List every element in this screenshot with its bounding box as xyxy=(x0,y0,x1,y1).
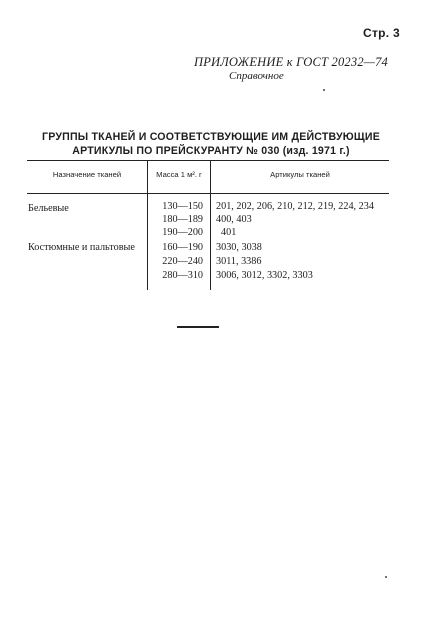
cell-articles: 3006, 3012, 3302, 3303 xyxy=(216,270,313,281)
appendix-title: ПРИЛОЖЕНИЕ к ГОСТ 20232—74 xyxy=(193,55,388,69)
cell-articles: 201, 202, 206, 210, 212, 219, 224, 234 xyxy=(216,201,374,212)
appendix-subtitle: Справочное xyxy=(229,70,284,82)
column-divider xyxy=(210,160,211,290)
heading-line-2: АРТИКУЛЫ ПО ПРЕЙСКУРАНТУ № 030 (изд. 1971 г.) xyxy=(72,145,350,157)
cell-articles: 400, 403 xyxy=(216,214,252,225)
cell-mass: 160—190 xyxy=(162,242,203,253)
cell-articles: 3030, 3038 xyxy=(216,242,262,253)
table-top-rule xyxy=(27,160,389,161)
cell-purpose: Костюмные и пальтовые xyxy=(28,242,135,253)
document-heading xyxy=(18,130,404,158)
cell-mass: 190—200 xyxy=(162,227,203,238)
cell-mass: 180—189 xyxy=(162,214,203,225)
column-header-mass: Масса 1 м². г xyxy=(156,170,202,179)
end-rule xyxy=(177,326,219,328)
print-speck xyxy=(385,576,387,578)
column-header-purpose: Назначение тканей xyxy=(52,170,122,179)
cell-mass: 280—310 xyxy=(162,270,203,281)
print-speck xyxy=(323,89,325,91)
cell-articles: 3011, 3386 xyxy=(216,256,262,267)
cell-articles: 401 xyxy=(221,227,237,238)
column-header-articles: Артикулы тканей xyxy=(270,170,330,179)
heading-line-1: ГРУППЫ ТКАНЕЙ И СООТВЕТСТВУЮЩИЕ ИМ ДЕЙСТВУЮЩИЕ xyxy=(42,131,380,143)
cell-purpose: Бельевые xyxy=(28,203,69,214)
table-header-rule xyxy=(27,193,389,194)
cell-mass: 130—150 xyxy=(162,201,203,212)
cell-mass: 220—240 xyxy=(162,256,203,267)
page-number: Стр. 3 xyxy=(362,26,400,40)
